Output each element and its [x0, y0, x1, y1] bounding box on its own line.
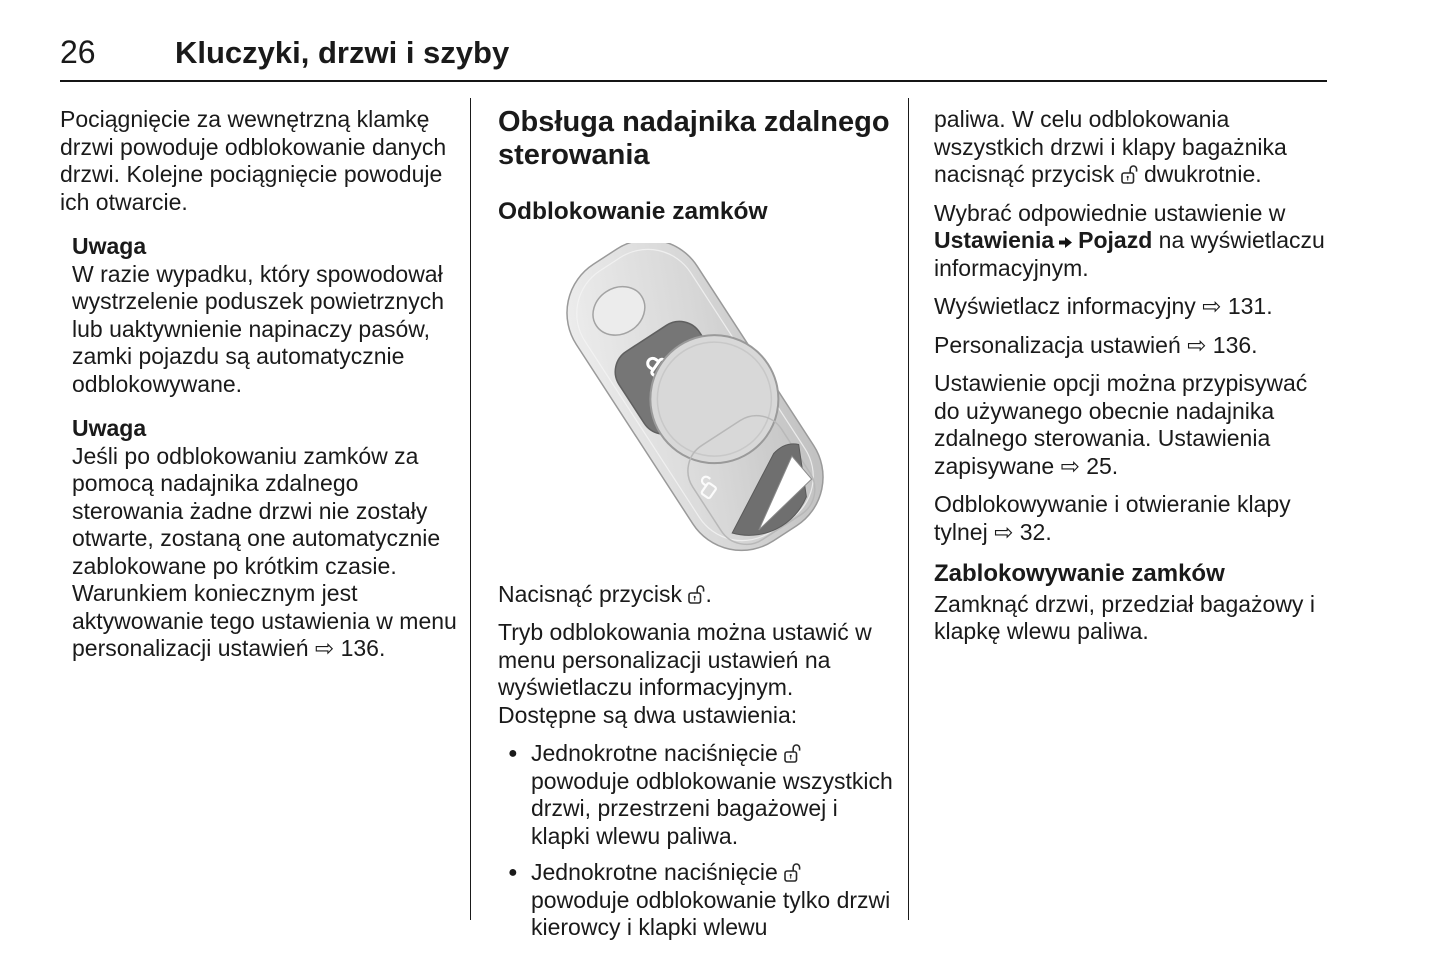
paragraph-press-button [498, 581, 896, 609]
bullet-icon: ● [508, 864, 518, 881]
reference-personalization: Personalizacja ustawień ⇨ 136. [934, 331, 1258, 358]
column-right [909, 98, 1327, 920]
chapter-title: Kluczyki, drzwi i szyby [175, 35, 510, 70]
note-block-autolock [72, 415, 458, 663]
page-header [60, 34, 1327, 82]
paragraph-option-assignment: Ustawienie opcji można przypisywać do używanego obecnie nadajnika zdalnego sterowania. Ustawienia zapisywane ⇨ 25. [934, 370, 1308, 479]
subsection-heading: Odblokowanie zamków [498, 198, 768, 225]
page-number: 26 [60, 34, 96, 70]
paragraph-unlock-mode: Tryb odblokowania można ustawić w menu personalizacji ustawień na wyświetlaczu informacyjnym. Dostępne są dwa ustawienia: [498, 619, 872, 728]
reference-tailgate: Odblokowywanie i otwieranie klapy tylnej ⇨ 32. [934, 491, 1291, 545]
paragraph-locking: Zamknąć drzwi, przedział bagażowy i klapkę wlewu paliwa. [934, 590, 1315, 644]
remote-key-illustration [498, 243, 888, 561]
column-middle [471, 98, 909, 940]
list-item-text: Jednokrotne naciśnięcie powoduje odblokowanie tylko drzwi kierowcy i klapki wlewu [531, 859, 891, 940]
unlock-icon [784, 862, 801, 883]
unlock-icon [1121, 164, 1138, 185]
press-text: Nacisnąć przycisk [498, 580, 689, 607]
menu-arrow-icon [1059, 236, 1073, 249]
unlock-icon [784, 743, 801, 764]
paragraph-door-handle: Pociągnięcie za wewnętrzną klamkę drzwi powoduje odblokowanie danych drzwi. Kolejne pociągnięcie powoduje ich otwarcie. [60, 106, 447, 215]
press-text-end: . [705, 580, 712, 607]
bullet-icon: ● [508, 745, 518, 762]
unlock-icon [688, 584, 705, 605]
reference-info-display: Wyświetlacz informacyjny ⇨ 131. [934, 293, 1273, 319]
menu-label-settings: Ustawienia [934, 227, 1055, 253]
list-item [498, 859, 896, 942]
note-title: Uwaga [72, 233, 147, 259]
paragraph-settings-menu: Wybrać odpowiednie ustawienie w Ustawienia Pojazd na wyświetlaczu informacyjnym. [934, 199, 1325, 281]
list-item-text: Jednokrotne naciśnięcie powoduje odblokowanie wszystkich drzwi, przestrzeni bagażowej i klapki wlewu paliwa. [531, 740, 893, 849]
note-block-airbag [72, 233, 458, 398]
note-title: Uwaga [72, 415, 147, 441]
menu-label-vehicle: Pojazd [1078, 227, 1153, 253]
note-body: W razie wypadku, który spowodował wystrzelenie poduszek powietrznych lub uaktywnienie napinaczy pasów, zamki pojazdu są automatycznie odblokowywane. [72, 260, 445, 397]
list-item [498, 740, 896, 850]
note-body: Jeśli po odblokowaniu zamków za pomocą nadajnika zdalnego sterowania żadne drzwi nie zostały otwarte, zostaną one automatycznie zablokowane po krótkim czasie. Warunkiem koniecznym jest aktywowanie tego ustawienia w menu personalizacji ustawień ⇨ 136. [72, 442, 457, 661]
section-heading: Obsługa nadajnika zdalnego sterowania [498, 106, 890, 171]
column-left [60, 98, 471, 920]
list-item-continuation: paliwa. W celu odblokowania wszystkich drzwi i klapy bagażnika nacisnąć przycisk dwukrotnie. [934, 106, 1287, 187]
subsection-heading-locking: Zablokowywanie zamków [934, 560, 1225, 587]
content-columns [60, 98, 1327, 940]
